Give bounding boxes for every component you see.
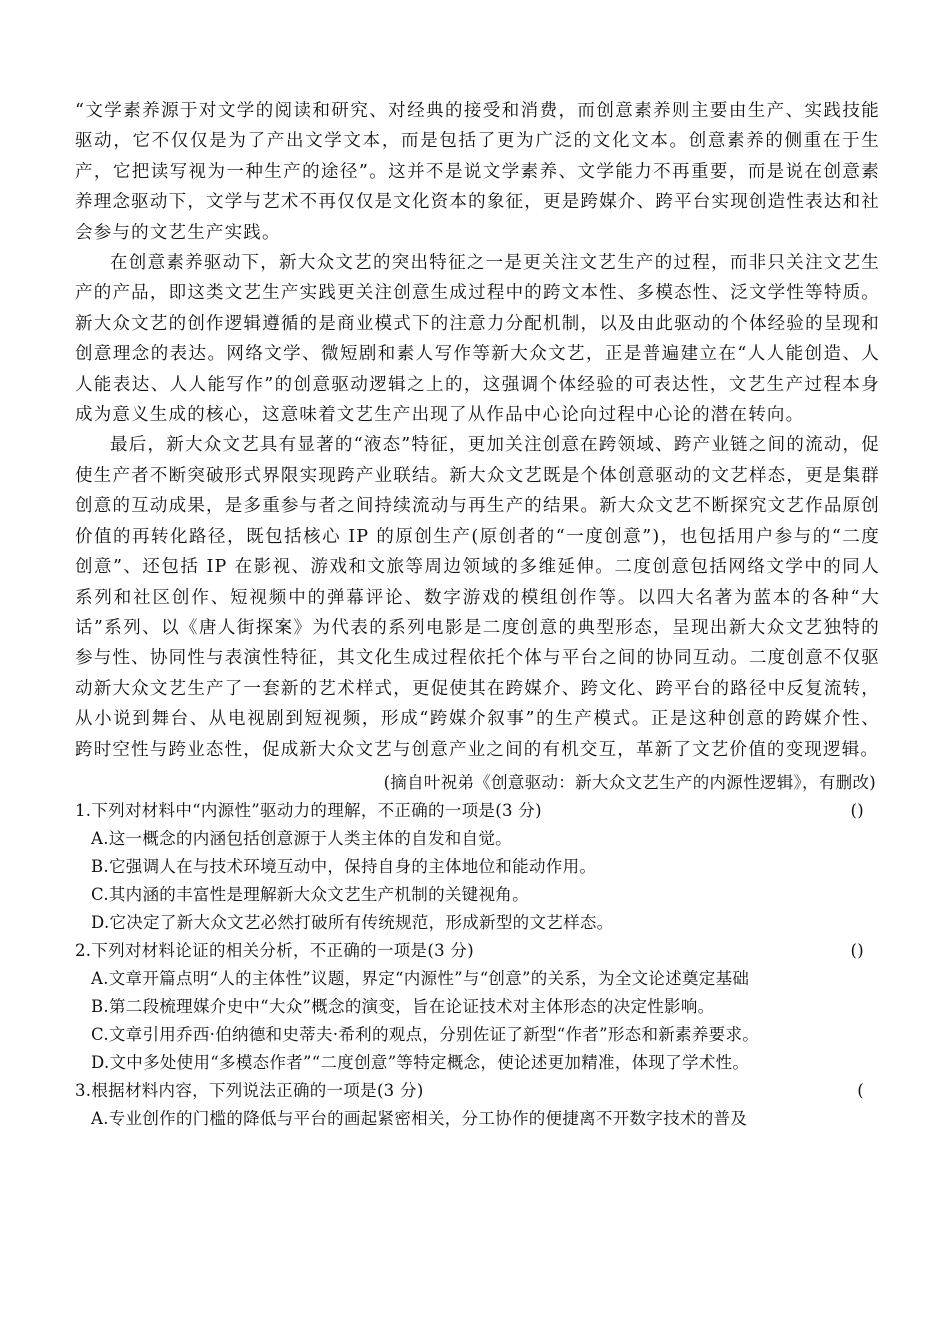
question-1-option-b: B.它强调人在与技术环境互动中，保持自身的主体地位和能动作用。 (91, 856, 597, 876)
question-2-answer-paren: () (850, 940, 864, 960)
question-2-option-d: D.文中多处使用“多模态作者”“二度创意”等特定概念，使论述更加精准，体现了学术性。 (91, 1052, 750, 1072)
question-2 (75, 937, 880, 965)
passage-paragraph-1: “文学素养源于对文学的阅读和研究、对经典的接受和消费，而创意素养则主要由生产、实践技能驱动，它不仅仅是为了产出文学文本，而是包括了更为广泛的文化文本。创意素养的侧重在于生产，它把读写视为一种生产的途径”。这并不是说文学素养、文学能力不再重要，而是说在创意素养理念驱动下，文学与艺术不再仅仅是文化资本的象征，更是跨媒介、跨平台实现创造性表达和社会参与的文艺生产实践。 (75, 101, 880, 243)
passage-source: (摘自叶祝弟《创意驱动：新大众文艺生产的内源性逻辑》，有删改) (383, 772, 876, 792)
passage-paragraph-2: 在创意素养驱动下，新大众文艺的突出特征之一是更关注文艺生产的过程，而非只关注文艺生产的产品，即这类文艺生产实践更关注创意生成过程中的跨文本性、多模态性、泛文学性等特质。新大众文艺的创作逻辑遵循的是商业模式下的注意力分配机制，以及由此驱动的个体经验的呈现和创意理念的表达。网络文学、微短剧和素人写作等新大众文艺，正是普遍建立在“人人能创造、人人能表达、人人能写作”的创意驱动逻辑之上的，这强调个体经验的可表达性，文艺生产过程本身成为意义生成的核心，这意味着文艺生产出现了从作品中心论向过程中心论的潜在转向。 (75, 253, 880, 426)
question-2-option-b: B.第二段梳理媒介史中“大众”概念的演变，旨在论证技术对主体形态的决定性影响。 (91, 996, 715, 1016)
question-3-stem: 3.根据材料内容，下列说法正确的一项是(3 分) (75, 1080, 424, 1100)
question-1 (75, 797, 880, 825)
question-2-stem: 2.下列对材料论证的相关分析，不正确的一项是(3 分) (75, 940, 474, 960)
question-3-option-a: A.专业创作的门槛的降低与平台的画起紧密相关，分工协作的便捷离不开数字技术的普及 (91, 1108, 748, 1128)
question-3 (75, 1077, 880, 1105)
question-1-answer-paren: () (850, 800, 864, 820)
question-3-answer-paren: ( (857, 1080, 864, 1100)
question-1-option-a: A.这一概念的内涵包括创意源于人类主体的自发和自觉。 (91, 828, 512, 848)
question-2-option-c: C.文章引用乔西·伯纳德和史蒂夫·希利的观点，分别佐证了新型“作者”形态和新素养要求。 (91, 1024, 760, 1044)
exam-page (75, 96, 880, 1133)
question-1-option-d: D.它决定了新大众文艺必然打破所有传统规范，形成新型的文艺样态。 (91, 912, 614, 932)
question-2-option-a: A.文章开篇点明“人的主体性”议题，界定“内源性”与“创意”的关系，为全文论述奠定基础 (91, 968, 750, 988)
question-1-option-c: C.其内涵的丰富性是理解新大众文艺生产机制的关键视角。 (91, 884, 529, 904)
question-1-stem: 1.下列对材料中“内源性”驱动力的理解，不正确的一项是(3 分) (75, 800, 542, 820)
passage-paragraph-3: 最后，新大众文艺具有显著的“液态”特征，更加关注创意在跨领域、跨产业链之间的流动，促使生产者不断突破形式界限实现跨产业联结。新大众文艺既是个体创意驱动的文艺样态，更是集群创意的互动成果，是多重参与者之间持续流动与再生产的结果。新大众文艺不断探究文艺作品原创价值的再转化路径，既包括核心 IP 的原创生产(原创者的“一度创意”)，也包括用户参与的“二度创意”、还包括 IP 在影视、游戏和文旅等周边领域的多维延伸。二度创意包括网络文学中的同人系列和社区创作、短视频中的弹幕评论、数字游戏的模组创作等。以四大名著为蓝本的各种“大话”系列、以《唐人街探案》为代表的系列电影是二度创意的典型形态，呈现出新大众文艺独特的参与性、协同性与表演性特征，其文化生成过程依托个体与平台之间的协同互动。二度创意不仅驱动新大众文艺生产了一套新的艺术样式，更促使其在跨媒介、跨文化、跨平台的路径中反复流转，从小说到舞台、从电视剧到短视频，形成“跨媒介叙事”的生产模式。正是这种创意的跨媒介性、跨时空性与跨业态性，促成新大众文艺与创意产业之间的有机交互，革新了文艺价值的变现逻辑。 (75, 435, 880, 760)
